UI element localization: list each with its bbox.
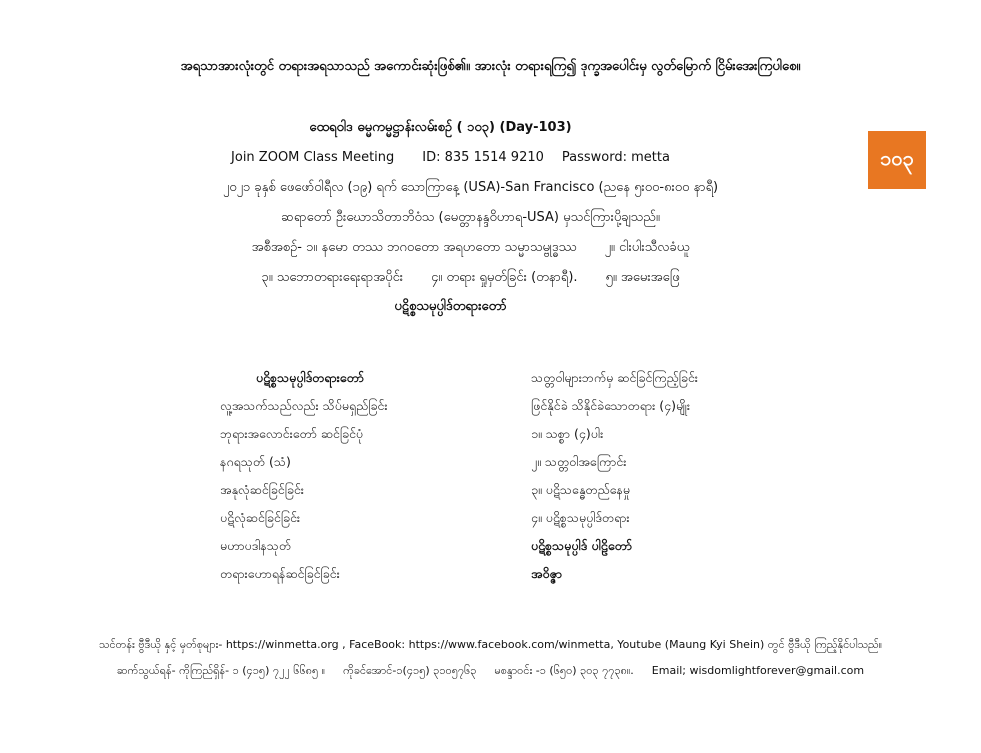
agenda-row-2 [0, 269, 961, 288]
list-item: လူ့အသက်သည်လည်း သိပ်မရှည်ခြင်း [220, 398, 388, 413]
contents-left-column [220, 364, 500, 588]
teacher-line: ဆရာတော် ဦးဃောသိတာဘိဝံသ (မေတ္တာနန္ဒဝိဟာရ-USA) မှသင်ကြားပို့ချသည်။ [281, 210, 660, 225]
contact-2: ကိုခင်အောင်-၁(၄၁၅) ၃၁၀၅၇၆၃ [343, 664, 477, 677]
list-item: ဖြင်နိုင်ခဲ သိနိုင်ခဲသောတရား (၄)မျိုး [531, 398, 691, 413]
footer-links: သင်တန်း ဗွီဒီယို နှင့် မှတ်စုများ- https://winmetta.org , FaceBook: https://www.facebook.com/winmetta, Youtube (Maung Kyi Shein) တွင် ဗွီဒီယို ကြည့်နိုင်ပါသည်။ [98, 638, 883, 651]
contact-3: မစန္ဒာဝင်း -၁ (၆၅၀) ၃၀၃ ၇၇၃၈။. [494, 664, 634, 677]
zoom-meeting-id: ID: 835 1514 9210 [422, 150, 544, 165]
contents-right-column [531, 364, 831, 588]
list-item: ပဋိစ္စသမုပ္ပါဒ် ပါဠိတော် [531, 538, 632, 553]
list-item: အဝိဇ္ဇာ [531, 566, 563, 581]
zoom-meeting-info [0, 150, 941, 165]
contact-email: Email; wisdomlightforever@gmail.com [651, 664, 865, 677]
contents-heading: ပဋိစ္စသမုပ္ပါဒ်တရားတော် [256, 370, 364, 385]
list-item: အနုလုံဆင်ခြင်ခြင်း [220, 482, 304, 497]
list-item: ၃။ ပဋိသန္ဓေတည်နေမှု [531, 482, 631, 497]
day-number-badge: ၁၀၃ [868, 131, 926, 189]
list-item: ပဋိလုံဆင်ခြင်ခြင်း [220, 510, 301, 525]
agenda-item-2: ၂။ ငါးပါးသီလခံယူ [604, 240, 690, 255]
agenda-item-1: အစီအစဉ်- ၁။ နမော တဿ ဘဂဝတော အရဟတော သမ္မာသမ္ဗုဒ္ဓဿ [251, 240, 577, 255]
contact-1: ဆက်သွယ်ရန်- ကိုကြည်ရှိန်- ၁ (၄၁၅) ၇၂၂ ၆၆၈၅ ။ [116, 664, 326, 677]
agenda-item-4: ၄။ တရား ရှုမှတ်ခြင်း (တနာရီ). [431, 270, 578, 285]
list-item: ဘုရားအလောင်းတော် ဆင်ခြင်ပုံ [220, 426, 364, 441]
list-item: တရားဟောရန်ဆင်ခြင်ခြင်း [220, 566, 340, 581]
zoom-password: Password: metta [561, 150, 670, 165]
list-item: မဟာပဒါနသုတ် [220, 538, 292, 553]
list-item: ၁။ သစ္စာ (၄)ပါး [531, 426, 604, 441]
list-item: သတ္တဝါများဘက်မှ ဆင်ခြင်ကြည့်ခြင်း [531, 370, 698, 385]
session-date: ၂၀၂၁ ခုနှစ် ဖေဖော်ဝါရီလ (၁၉) ရက် သောကြာနေ့ (USA)-San Francisco (ညနေ ၅း၀၀-၈း၀၀ နာရီ) [222, 180, 719, 195]
agenda-item-3: ၃။ သဘောတရားရေးရာအပိုင်း [261, 270, 404, 285]
list-item: ၂။ သတ္တဝါအကြောင်း [531, 454, 627, 469]
zoom-join-text: Join ZOOM Class Meeting [231, 150, 395, 165]
section-heading: ပဋိစ္စသမုပ္ပါဒ်တရားတော် [394, 299, 507, 314]
agenda-item-5: ၅။ အမေးအဖြေ [605, 270, 680, 285]
list-item: နဂရသုတ် (သံ) [220, 454, 291, 469]
top-banner: အရသာအားလုံးတွင် တရားအရသာသည် အကောင်းဆုံးဖြစ်၏။ အားလုံး တရားရကြ၍ ဒုက္ခအပေါင်းမှ လွတ်မြောက် ငြိမ်းအေးကြပါစေ။ [180, 59, 801, 74]
agenda-row-1 [0, 239, 961, 258]
list-item: ၄။ ပဋိစ္စသမုပ္ပါဒ်တရား [531, 510, 630, 525]
session-title: ထေရဝါဒ ဓမ္မကမ္မဋ္ဌာန်းလမ်းစဉ် ( ၁၀၃) (Day-103) [309, 120, 572, 135]
footer-contacts [0, 664, 981, 680]
